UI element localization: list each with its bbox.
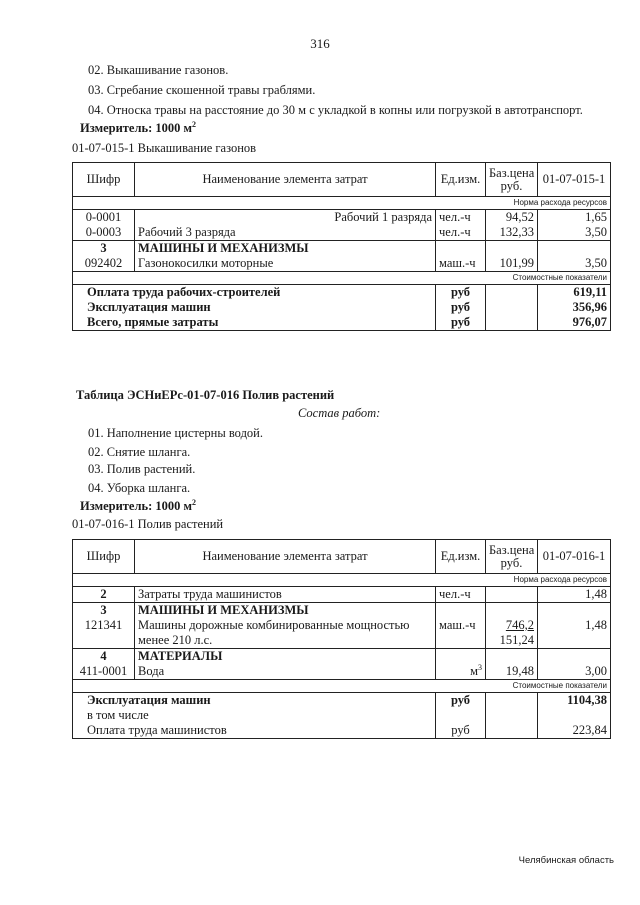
work-item: 04. Относка травы на расстояние до 30 м с укладкой в копны или погрузкой в автотранспорт. (88, 103, 583, 117)
total-unit: руб (436, 285, 486, 301)
work-item: 01. Наполнение цистерны водой. (88, 426, 263, 440)
total-name: Оплата труда рабочих-строителей (73, 285, 436, 301)
composition-label: Состав работ: (298, 406, 381, 420)
row-value: 1,48 (538, 618, 611, 649)
row-code: 092402 (73, 256, 135, 272)
section-name: МАШИНЫ И МЕХАНИЗМЫ (135, 241, 436, 257)
total-unit: руб (436, 693, 486, 709)
work-item: 03. Сгребание скошенной травы граблями. (88, 83, 316, 97)
row-code: 2 (73, 587, 135, 603)
header-price: Баз.цена руб. (486, 163, 538, 197)
section-code: 3 (73, 603, 135, 619)
empty-cell (436, 649, 486, 665)
total-value: 223,84 (538, 723, 611, 739)
header-norm: 01-07-015-1 (538, 163, 611, 197)
total-unit: руб (436, 723, 486, 739)
row-price: 101,99 (486, 256, 538, 272)
empty-cell (436, 241, 486, 257)
row-price: 94,52 (486, 210, 538, 226)
row-price: 19,48 (486, 664, 538, 680)
header-name: Наименование элемента затрат (135, 163, 436, 197)
row-name: Вода (135, 664, 436, 680)
header-unit: Ед.изм. (436, 163, 486, 197)
row-name: Машины дорожные комбинированные мощностью менее 210 л.с. (135, 618, 436, 649)
empty-cell (436, 708, 486, 723)
section-name: МАШИНЫ И МЕХАНИЗМЫ (135, 603, 436, 619)
row-unit: маш.-ч (436, 618, 486, 649)
cost-band: Стоимостные показатели (73, 272, 611, 285)
empty-cell (486, 241, 538, 257)
row-value: 3,50 (538, 256, 611, 272)
empty-cell (538, 708, 611, 723)
table1-code-title: 01-07-015-1 Выкашивание газонов (72, 141, 257, 155)
header-name: Наименование элемента затрат (135, 540, 436, 574)
total-value: 976,07 (538, 315, 611, 331)
measure-label: Измеритель: 1000 $м^2$ (80, 119, 197, 135)
header-unit: Ед.изм. (436, 540, 486, 574)
header-norm: 01-07-016-1 (538, 540, 611, 574)
header-code: Шифр (73, 163, 135, 197)
row-code: 0-0001 (73, 210, 135, 226)
empty-cell (486, 649, 538, 665)
row-code: 0-0003 (73, 225, 135, 241)
table2-code-title: 01-07-016-1 Полив растений (72, 517, 224, 531)
row-name: Затраты труда машинистов (135, 587, 436, 603)
row-unit: $м^3$ (436, 664, 486, 680)
work-item: 03. Полив растений. (88, 462, 196, 476)
row-name: Рабочий 1 разряда (135, 210, 436, 226)
row-price (486, 587, 538, 603)
work-item: 04. Уборка шланга. (88, 481, 191, 495)
total-value: 1104,38 (538, 693, 611, 709)
row-value: 1,48 (538, 587, 611, 603)
row-unit: чел.-ч (436, 225, 486, 241)
row-price: 746,2 151,24 (486, 618, 538, 649)
total-value: 619,11 (538, 285, 611, 301)
section-code: 3 (73, 241, 135, 257)
table2-title: Таблица ЭСНиЕРс-01-07-016 Полив растений (76, 388, 335, 402)
cost-band: Стоимостные показатели (73, 680, 611, 693)
header-code: Шифр (73, 540, 135, 574)
total-unit: руб (436, 315, 486, 331)
empty-cell (436, 603, 486, 619)
row-unit: маш.-ч (436, 256, 486, 272)
total-value: 356,96 (538, 300, 611, 315)
total-name: Всего, прямые затраты (73, 315, 436, 331)
row-price: 132,33 (486, 225, 538, 241)
header-price: Баз.цена руб. (486, 540, 538, 574)
empty-cell (486, 693, 538, 739)
total-name: Оплата труда машинистов (73, 723, 436, 739)
total-name: в том числе (73, 708, 436, 723)
work-item: 02. Снятие шланга. (88, 445, 191, 459)
norm-band: Норма расхода ресурсов (73, 574, 611, 587)
footer-region: Челябинская область (518, 855, 614, 866)
row-value: 3,00 (538, 664, 611, 680)
section-name: МАТЕРИАЛЫ (135, 649, 436, 665)
row-name: Рабочий 3 разряда (135, 225, 436, 241)
total-name: Эксплуатация машин (73, 300, 436, 315)
row-unit: чел.-ч (436, 587, 486, 603)
row-code: 121341 (73, 618, 135, 649)
empty-cell (486, 285, 538, 331)
row-value: 1,65 (538, 210, 611, 226)
row-code: 411-0001 (73, 664, 135, 680)
empty-cell (538, 603, 611, 619)
empty-cell (538, 241, 611, 257)
row-value: 3,50 (538, 225, 611, 241)
section-code: 4 (73, 649, 135, 665)
resource-table-2 (72, 539, 611, 739)
measure-label: Измеритель: 1000 $м^2$ (80, 497, 197, 513)
work-item: 02. Выкашивание газонов. (88, 63, 229, 77)
resource-table-1 (72, 162, 611, 331)
empty-cell (486, 603, 538, 619)
page-number: 316 (310, 36, 330, 51)
norm-band: Норма расхода ресурсов (73, 197, 611, 210)
empty-cell (538, 649, 611, 665)
row-name: Газонокосилки моторные (135, 256, 436, 272)
total-name: Эксплуатация машин (73, 693, 436, 709)
total-unit: руб (436, 300, 486, 315)
row-unit: чел.-ч (436, 210, 486, 226)
